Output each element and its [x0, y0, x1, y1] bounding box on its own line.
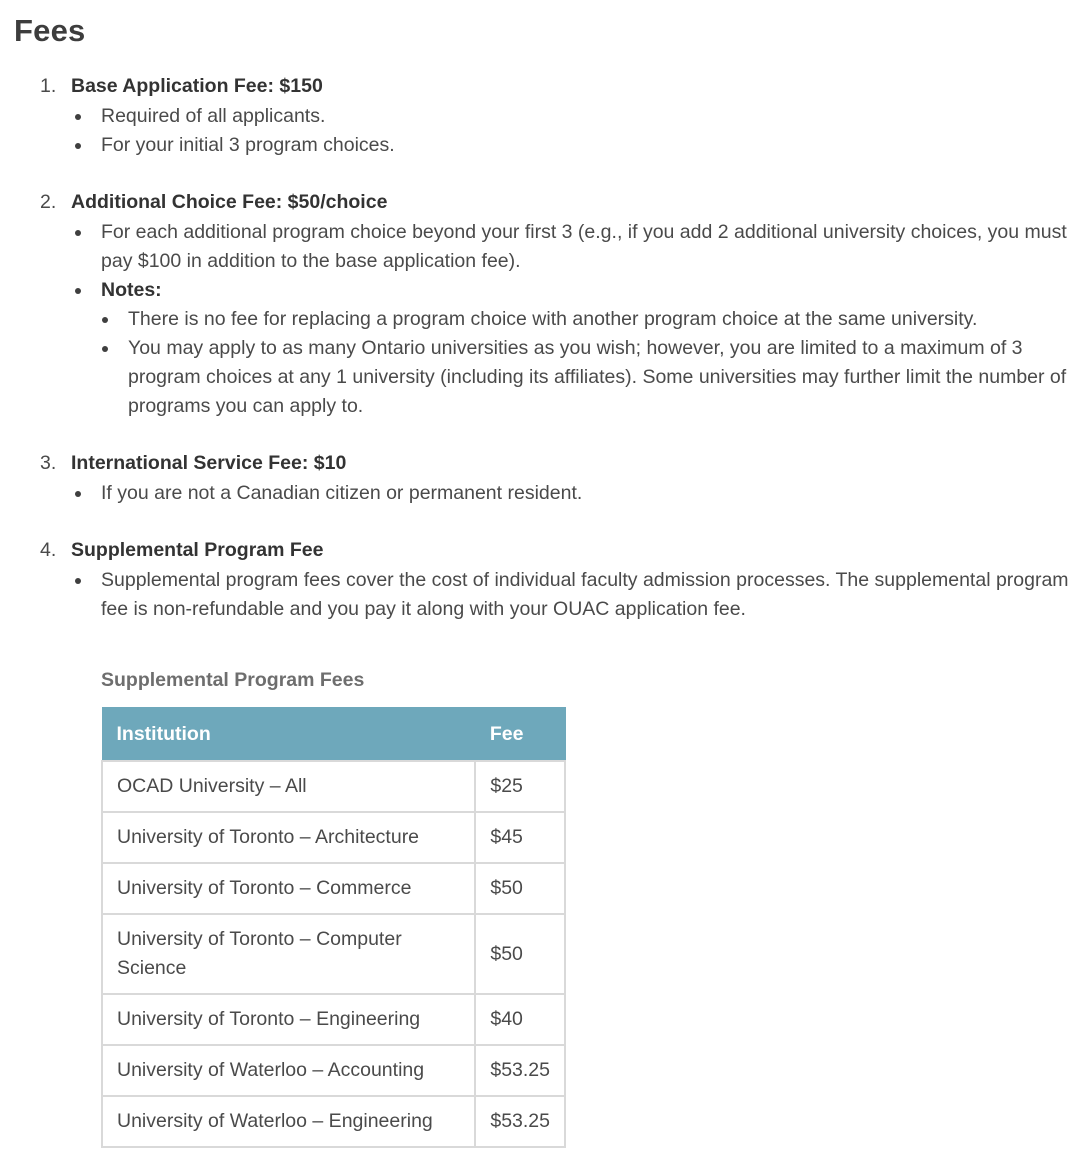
institution-cell: University of Waterloo – Accounting: [102, 1045, 475, 1096]
fee-bullets: [71, 218, 1080, 421]
fee-cell: $45: [475, 812, 565, 863]
institution-cell: OCAD University – All: [102, 761, 475, 812]
column-header-institution: Institution: [102, 708, 475, 762]
fee-cell: $53.25: [475, 1045, 565, 1096]
table-header-row: [102, 708, 565, 762]
fee-cell: $50: [475, 863, 565, 914]
list-item: [71, 566, 1080, 624]
fee-number: 4.: [40, 539, 57, 561]
bullet-icon: [75, 230, 81, 236]
bullet-icon: [75, 578, 81, 584]
table-row: [102, 914, 565, 994]
fee-bullets: [71, 566, 1080, 624]
fee-item-international: [40, 447, 1080, 508]
table-row: [102, 994, 565, 1045]
fee-cell: $25: [475, 761, 565, 812]
bullet-icon: [102, 317, 108, 323]
institution-cell: University of Toronto – Engineering: [102, 994, 475, 1045]
fee-title: International Service Fee: $10: [71, 452, 347, 474]
list-item: [101, 305, 1080, 334]
fee-title: Additional Choice Fee: $50/choice: [71, 191, 388, 213]
bullet-icon: [75, 288, 81, 294]
list-item: [101, 334, 1080, 421]
column-header-fee: Fee: [475, 708, 565, 762]
institution-cell: University of Toronto – Computer Science: [102, 914, 475, 994]
fee-bullets: [71, 479, 1080, 508]
bullet-icon: [102, 346, 108, 352]
bullet-icon: [75, 491, 81, 497]
fee-item-base: [40, 70, 1080, 160]
fee-number: 2.: [40, 191, 57, 213]
fee-title: Base Application Fee: $150: [71, 75, 323, 97]
fee-bullets: [71, 102, 1080, 160]
list-item: [71, 276, 1080, 421]
notes-list: [101, 305, 1080, 421]
institution-cell: University of Toronto – Commerce: [102, 863, 475, 914]
fee-number: 3.: [40, 452, 57, 474]
table-caption: Supplemental Program Fees: [101, 669, 365, 691]
bullet-icon: [75, 114, 81, 120]
fee-cell: $53.25: [475, 1096, 565, 1147]
table-row: [102, 812, 565, 863]
list-item: [71, 479, 1080, 508]
list-item: [71, 218, 1080, 276]
institution-cell: University of Toronto – Architecture: [102, 812, 475, 863]
page-title: Fees: [14, 13, 86, 48]
bullet-text: Required of all applicants.: [101, 105, 326, 127]
supplemental-fees-table: [101, 707, 566, 1148]
institution-cell: University of Waterloo – Engineering: [102, 1096, 475, 1147]
list-item: [71, 102, 1080, 131]
bullet-text: You may apply to as many Ontario universities as you wish; however, you are limited to a maximum of 3 program choices at any 1 university (including its affiliates). Some universities may further limit the number of programs you can apply to.: [128, 337, 1067, 417]
bullet-text: There is no fee for replacing a program choice with another program choice at the same university.: [128, 308, 978, 330]
fee-cell: $40: [475, 994, 565, 1045]
bullet-icon: [75, 143, 81, 149]
fee-item-supplemental: [40, 534, 1080, 624]
table-row: [102, 761, 565, 812]
fee-item-additional: [40, 186, 1080, 421]
table-row: [102, 1096, 565, 1147]
table-row: [102, 1045, 565, 1096]
list-item: [71, 131, 1080, 160]
fee-title: Supplemental Program Fee: [71, 539, 324, 561]
bullet-text: Supplemental program fees cover the cost of individual faculty admission processes. The supplemental program fee is non-refundable and you pay it along with your OUAC application fee.: [101, 569, 1069, 620]
fee-list: [14, 70, 1080, 624]
fee-cell: $50: [475, 914, 565, 994]
notes-title: Notes:: [101, 279, 162, 301]
bullet-text: For your initial 3 program choices.: [101, 134, 395, 156]
fee-number: 1.: [40, 75, 57, 97]
bullet-text: For each additional program choice beyond your first 3 (e.g., if you add 2 additional university choices, you must pay $100 in addition to the base application fee).: [101, 221, 1067, 272]
table-row: [102, 863, 565, 914]
bullet-text: If you are not a Canadian citizen or permanent resident.: [101, 482, 583, 504]
